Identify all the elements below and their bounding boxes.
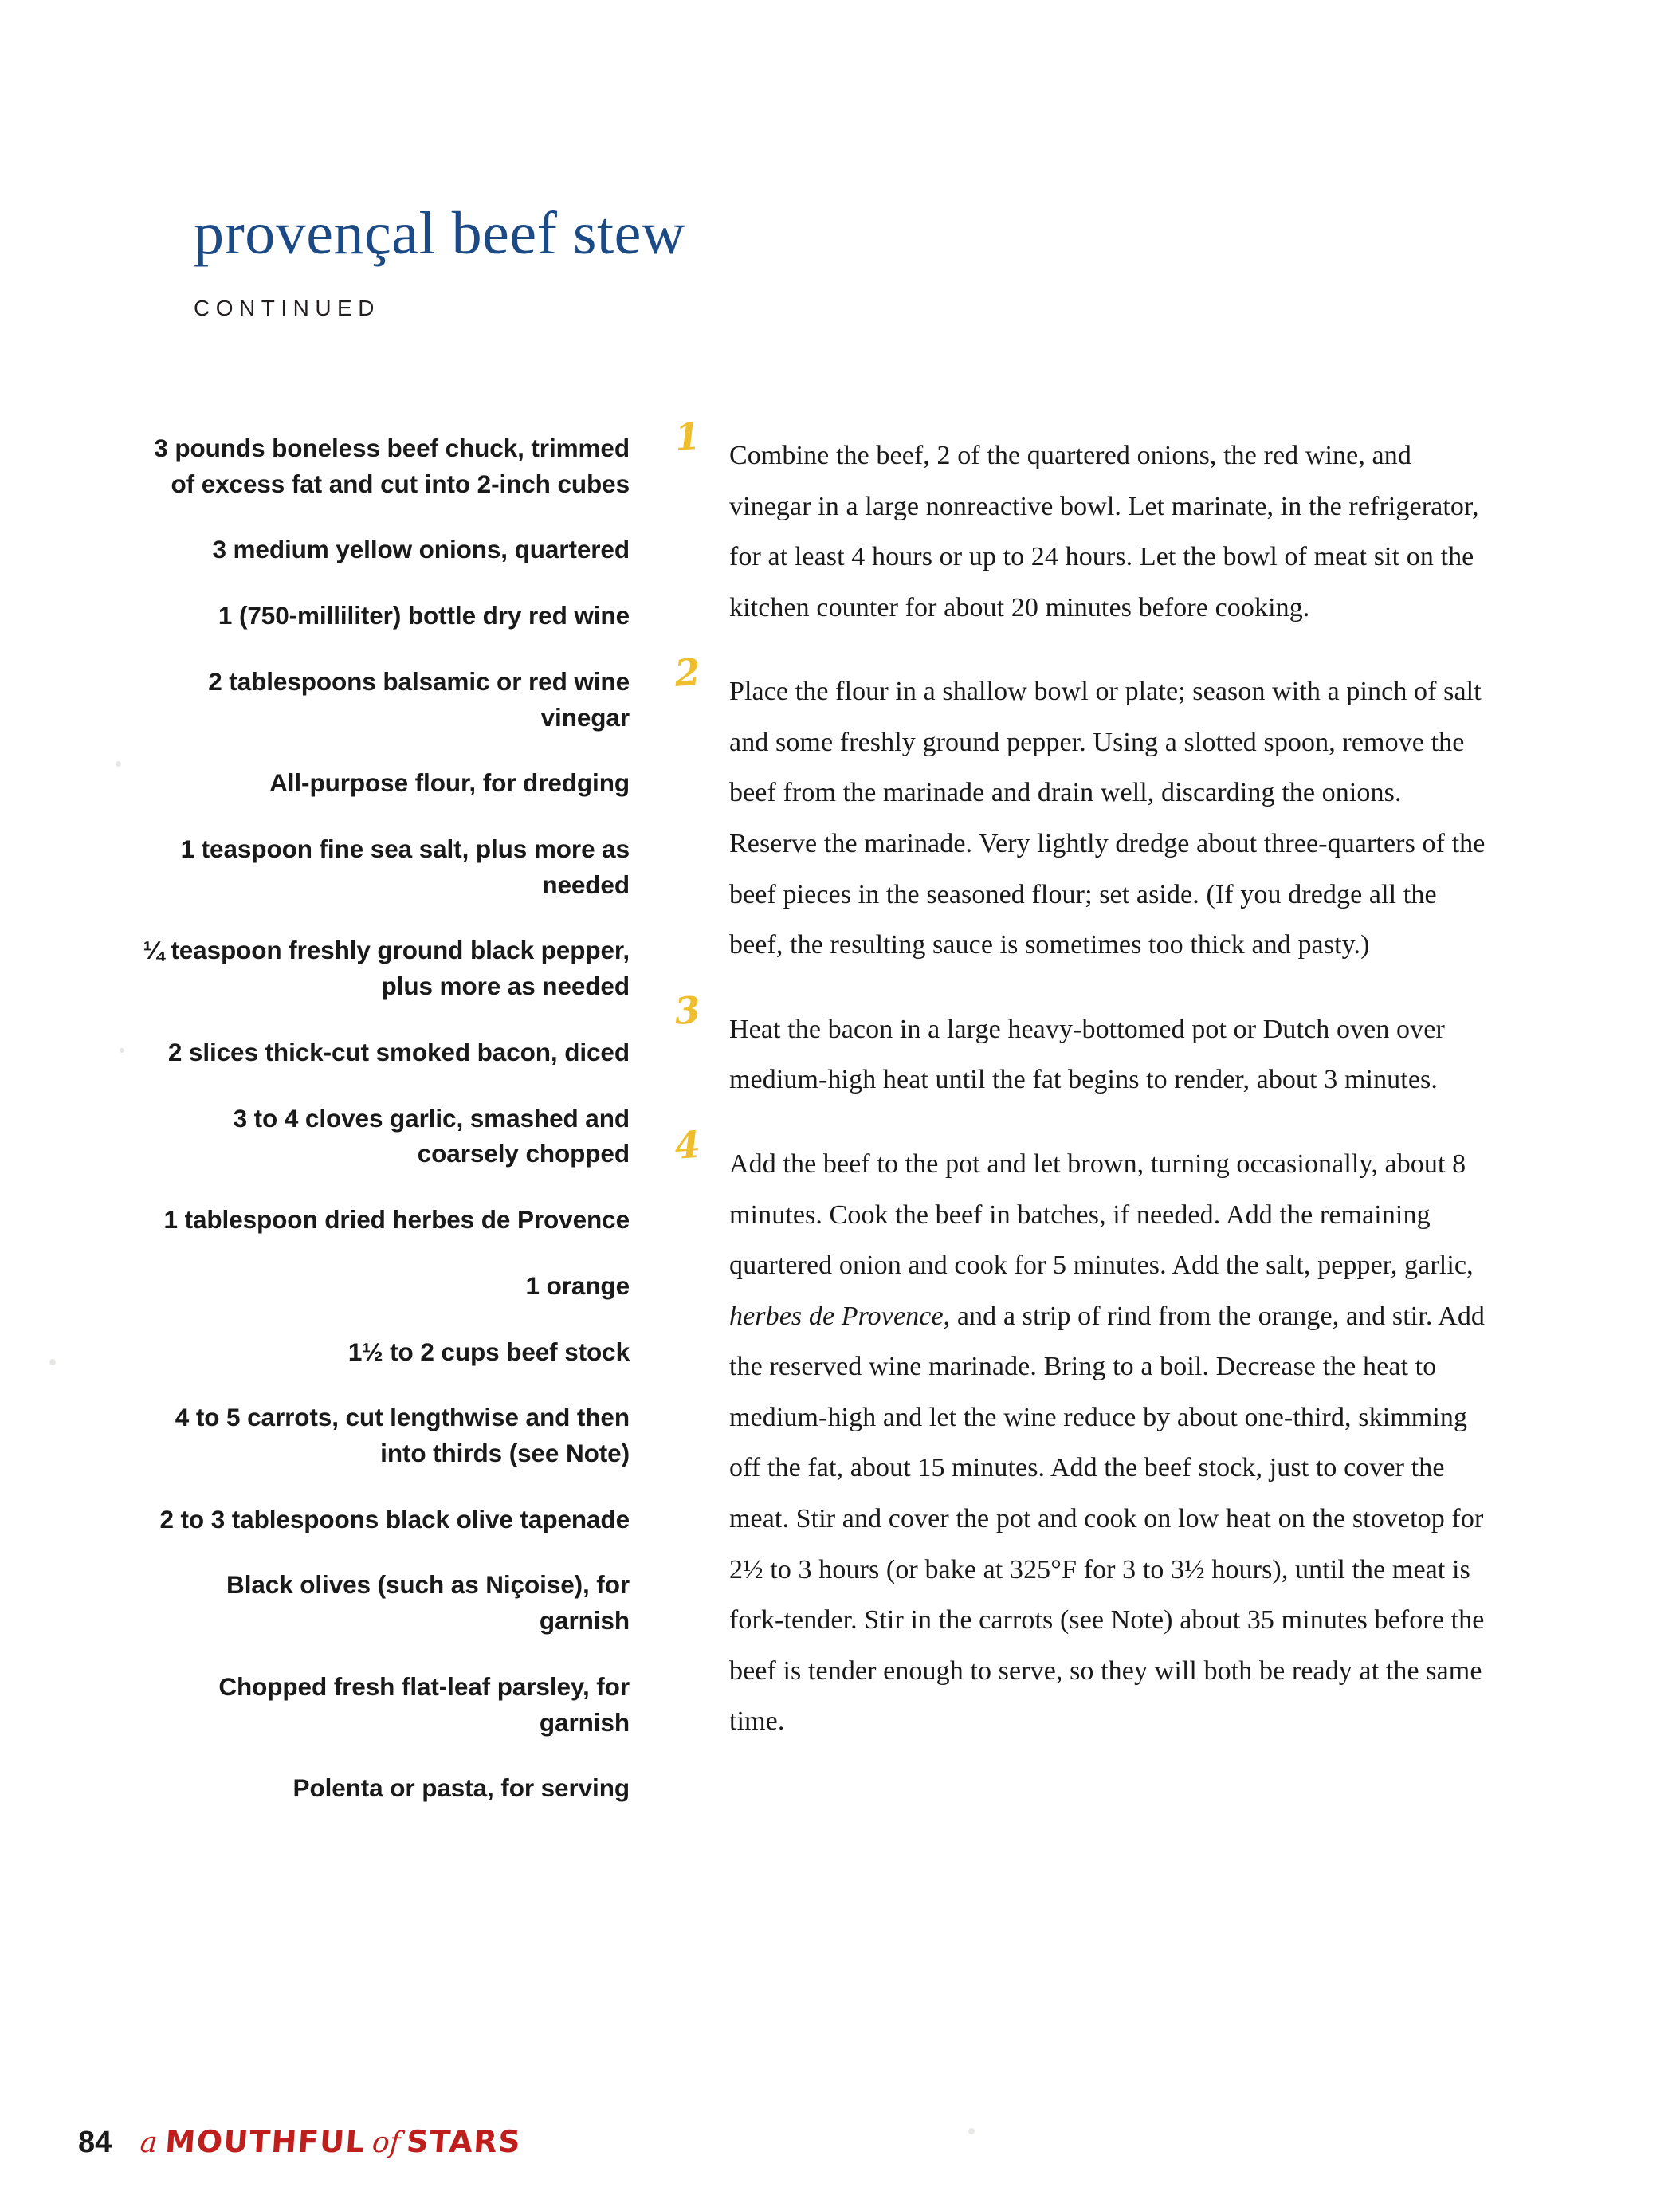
list-item: Black olives (such as Niçoise), for garnish (226, 1570, 630, 1635)
step-text (729, 1139, 1494, 1747)
instruction-step (673, 988, 1494, 1105)
list-item: 1 orange (525, 1270, 630, 1300)
page-title: provençal beef stew (194, 200, 686, 267)
list-item: 3 to 4 cloves garlic, smashed and coarsely chopped (233, 1103, 630, 1168)
list-item: 1 tablespoon dried herbes de Provence (163, 1205, 630, 1235)
page-footer (78, 2124, 521, 2160)
step-number: 2 (673, 650, 702, 696)
list-item: All-purpose flour, for dredging (269, 768, 630, 798)
step-text-italic-term: herbes de Provence (729, 1301, 944, 1331)
book-title-stars: STARS (405, 2124, 523, 2159)
step-number: 4 (673, 1122, 702, 1168)
scan-speckle (49, 1359, 56, 1365)
list-item: 2 to 3 tablespoons black olive tapenade (159, 1504, 630, 1533)
list-item: 2 tablespoons balsamic or red wine vinegar (208, 666, 630, 732)
step-text: Heat the bacon in a large heavy-bottomed pot or Dutch oven over medium-high heat until the fat begins to render, about 3 minutes. (729, 1014, 1445, 1095)
list-item: 1 (750-milliliter) bottle dry red wine (218, 601, 630, 630)
step-text-part-2: , and a strip of rind from the orange, and stir. Add the reserved wine marinade. Bring to a boil. Decrease the heat to medium-high and let the wine reduce by about one-third, skimming off the fat, about 15 minutes. Add the beef stock, just to cover the meat. Stir and cover the pot and cook on low heat on the stovetop for 2½ to 3 hours (or bake at 325°F for 3 to 3½ hours), until the meat is fork-tender. Stir in the carrots (see Note) about 35 minutes before the beef is tender enough to serve, so they will both be ready at the same time. (729, 1301, 1486, 1737)
list-item: ¼ teaspoon freshly ground black pepper, plus more as needed (143, 936, 630, 1001)
list-item: 4 to 5 carrots, cut lengthwise and then into thirds (see Note) (175, 1403, 630, 1467)
list-item: 2 slices thick-cut smoked bacon, diced (167, 1037, 630, 1066)
list-item: Polenta or pasta, for serving (292, 1773, 630, 1803)
step-text-part-1: Add the beef to the pot and let brown, turning occasionally, about 8 minutes. Cook the beef in batches, if needed. Add the remaining quartered onion and cook for 5 minutes. Add the salt, pepper, garlic, (729, 1149, 1474, 1281)
list-item: 3 pounds boneless beef chuck, trimmed of excess fat and cut into 2-inch cubes (154, 434, 630, 498)
scan-speckle (968, 2128, 975, 2134)
book-title-article: a (139, 2126, 159, 2159)
step-text: Combine the beef, 2 of the quartered onions, the red wine, and vinegar in a large nonreactive bowl. Let marinate, in the refrigerator, for at least 4 hours or up to 24 hours. Let the bowl of meat sit on the kitchen counter for about 20 minutes before cooking. (729, 441, 1479, 622)
list-item: 1 teaspoon fine sea salt, plus more as needed (180, 834, 630, 899)
scan-speckle (120, 1048, 124, 1053)
book-title-logo (139, 2124, 523, 2159)
scan-speckle (116, 761, 121, 767)
list-item: 3 medium yellow onions, quartered (212, 535, 630, 564)
page-header (194, 200, 1469, 321)
book-title-of: of (371, 2126, 402, 2159)
continued-label: CONTINUED (194, 296, 380, 320)
step-number: 1 (673, 414, 702, 459)
list-item: 1½ to 2 cups beef stock (347, 1337, 630, 1366)
page-number: 84 (78, 2126, 112, 2159)
ingredients-list (135, 430, 630, 1806)
instructions-list (673, 414, 1494, 1747)
instruction-step (673, 414, 1494, 633)
instruction-step (673, 1122, 1494, 1747)
list-item: Chopped fresh flat-leaf parsley, for garnish (218, 1671, 630, 1737)
book-title-mouthful: MOUTHFUL (164, 2124, 368, 2159)
step-number: 3 (673, 988, 702, 1033)
step-text: Place the flour in a shallow bowl or plate; season with a pinch of salt and some freshly ground pepper. Using a slotted spoon, remove the beef from the marinade and drain well, discarding the onions. Reserve the marinade. Very lightly dredge about three-quarters of the beef pieces in the seasoned flour; set aside. (If you dredge all the beef, the resulting sauce is sometimes too thick and pasty.) (729, 677, 1486, 960)
instruction-step (673, 650, 1494, 970)
